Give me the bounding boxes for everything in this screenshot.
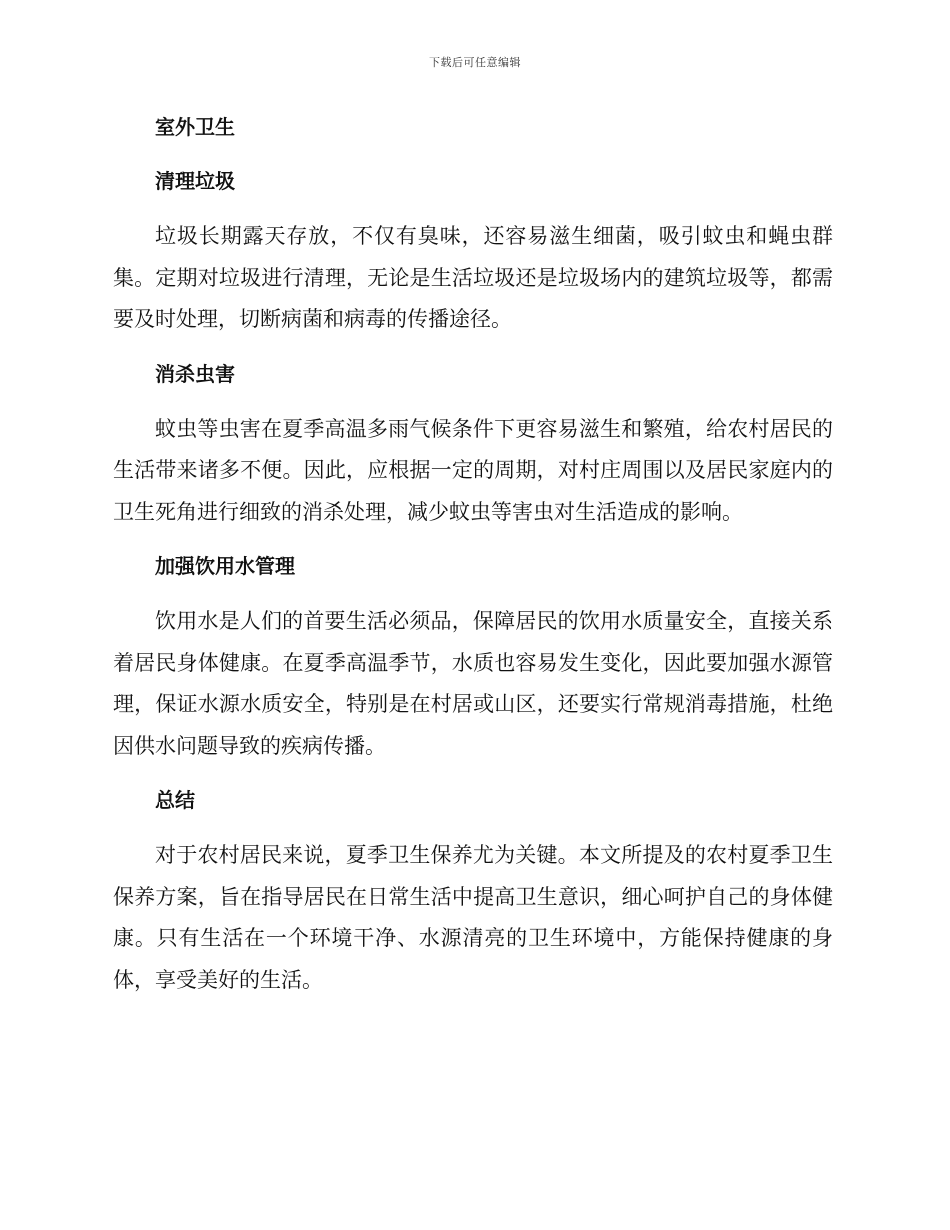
paragraph-garbage: 垃圾长期露天存放，不仅有臭味，还容易滋生细菌，吸引蚊虫和蝇虫群集。定期对垃圾进行清理，无论是生活垃圾还是垃圾场内的建筑垃圾等，都需要及时处理，切断病菌和病毒的传播途径。 bbox=[113, 224, 833, 331]
section-heading-water: 加强饮用水管理 bbox=[155, 554, 295, 578]
document-body bbox=[113, 108, 833, 1001]
paragraph-pests: 蚊虫等虫害在夏季高温多雨气候条件下更容易滋生和繁殖，给农村居民的生活带来诸多不便。因此，应根据一定的周期，对村庄周围以及居民家庭内的卫生死角进行细致的消杀处理，减少蚊虫等害虫对生活造成的影响。 bbox=[113, 416, 833, 524]
paragraph-water: 饮用水是人们的首要生活必须品，保障居民的饮用水质量安全，直接关系着居民身体健康。在夏季高温季节，水质也容易发生变化，因此要加强水源管理，保证水源水质安全，特别是在村居或山区，还要实行常规消毒措施，杜绝因供水问题导致的疾病传播。 bbox=[113, 609, 833, 758]
paragraph-summary: 对于农村居民来说，夏季卫生保养尤为关键。本文所提及的农村夏季卫生保养方案，旨在指导居民在日常生活中提高卫生意识，细心呵护自己的身体健康。只有生活在一个环境干净、水源清亮的卫生环境中，方能保持健康的身体，享受美好的生活。 bbox=[113, 843, 833, 992]
section-heading-pests: 消杀虫害 bbox=[155, 361, 235, 386]
page-header: 下载后可任意编辑 bbox=[429, 56, 521, 69]
section-heading-summary: 总结 bbox=[155, 788, 195, 812]
section-heading-garbage: 清理垃圾 bbox=[155, 169, 235, 193]
section-heading-outdoor: 室外卫生 bbox=[155, 115, 235, 139]
